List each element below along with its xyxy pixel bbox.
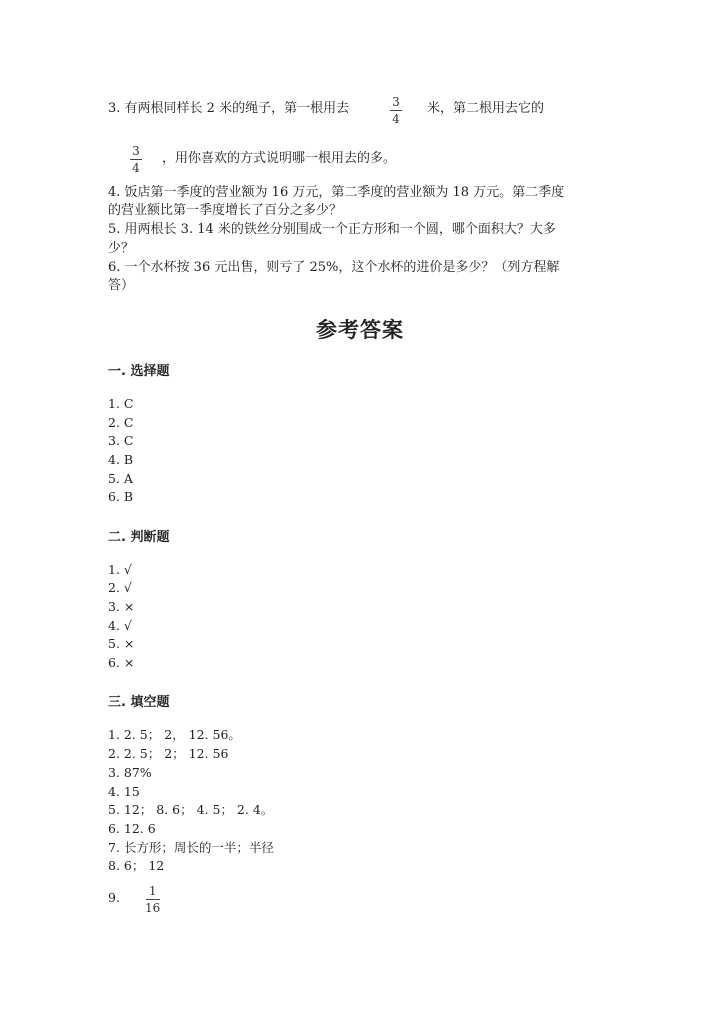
answer-item: 1. C xyxy=(108,396,134,411)
fraction-numerator: 3 xyxy=(132,144,140,158)
fraction-three-quarters xyxy=(390,95,402,126)
answer-item-9-label: 9. xyxy=(108,890,120,905)
answer-item: 3. 87% xyxy=(108,765,152,780)
fraction-bar xyxy=(146,899,160,900)
answer-title: 参考答案 xyxy=(316,318,404,342)
problem-3-line-2: ，用你喜欢的方式说明哪一根用去的多。 xyxy=(162,151,397,166)
fraction-denominator: 16 xyxy=(145,901,161,915)
answer-item: 4. 15 xyxy=(108,784,140,799)
problem-5-line-1: 5. 用两根长 3. 14 米的铁丝分别围成一个正方形和一个圆，哪个面积大？大多 xyxy=(108,222,556,237)
answer-item: 4. √ xyxy=(108,618,132,633)
section-heading-judgment: 二. 判断题 xyxy=(108,530,170,545)
fraction-numerator: 1 xyxy=(148,884,157,898)
section-heading-fill-blank: 三. 填空题 xyxy=(108,695,170,710)
answer-item: 1. 2. 5； 2， 12. 56。 xyxy=(108,727,241,742)
answer-item: 6. 12. 6 xyxy=(108,821,156,836)
problem-4-line-2: 的营业额比第一季度增长了百分之多少？ xyxy=(108,203,343,218)
answer-item: 3. × xyxy=(108,599,135,614)
answer-item: 8. 6； 12 xyxy=(108,858,165,873)
answer-item: 2. C xyxy=(108,415,134,430)
problem-3-line-1b: 米，第二根用去它的 xyxy=(427,101,545,116)
section-heading-choice: 一. 选择题 xyxy=(108,364,170,379)
fraction-bar xyxy=(130,159,142,160)
fraction-three-quarters-2 xyxy=(130,144,142,175)
answer-item: 2. √ xyxy=(108,580,132,595)
fraction-numerator: 3 xyxy=(392,95,400,109)
answer-item: 6. B xyxy=(108,489,134,504)
fraction-denominator: 4 xyxy=(132,161,140,175)
answer-item: 5. A xyxy=(108,471,133,486)
answer-item: 6. × xyxy=(108,655,135,670)
answer-item: 3. C xyxy=(108,433,134,448)
answer-item: 2. 2. 5； 2； 12. 56 xyxy=(108,746,229,761)
answer-item: 7. 长方形；周长的一半；半径 xyxy=(108,840,274,855)
answer-item: 5. × xyxy=(108,636,135,651)
problem-3-line-1a: 3. 有两根同样长 2 米的绳子，第一根用去 xyxy=(108,101,350,116)
answer-item: 4. B xyxy=(108,452,134,467)
problem-6-line-1: 6. 一个水杯按 36 元出售，则亏了 25%，这个水杯的进价是多少？（列方程解 xyxy=(108,260,560,275)
answer-item: 5. 12； 8. 6； 4. 5； 2. 4。 xyxy=(108,802,274,817)
problem-6-line-2: 答） xyxy=(108,278,135,293)
fraction-bar xyxy=(390,110,402,111)
answer-item: 1. √ xyxy=(108,562,132,577)
problem-5-line-2: 少？ xyxy=(108,241,135,256)
problem-4-line-1: 4. 饭店第一季度的营业额为 16 万元，第二季度的营业额为 18 万元。第二季度 xyxy=(108,185,565,200)
fraction-one-sixteenth xyxy=(145,884,160,915)
fraction-denominator: 4 xyxy=(392,112,400,126)
